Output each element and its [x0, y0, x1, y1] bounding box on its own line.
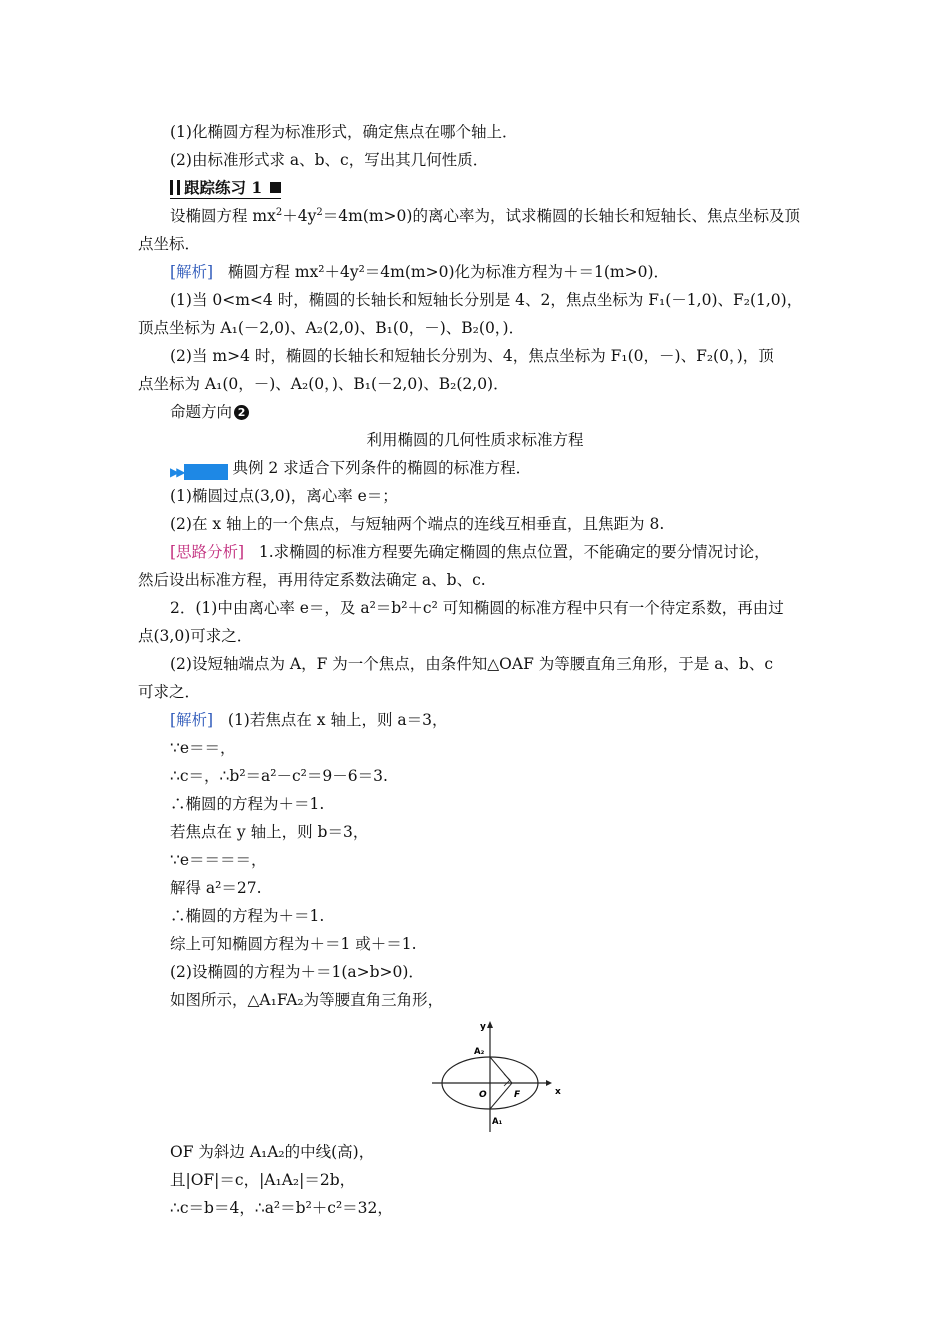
text-line: (1)当 0<m<4 时，椭圆的长轴长和短轴长分别是 4、2，焦点坐标为 F₁(－1,0)、F₂(1,0)， — [170, 291, 803, 309]
text-line: (2)设短轴端点为 A，F 为一个焦点，由条件知△OAF 为等腰直角三角形，于是 a、b、c — [170, 655, 774, 673]
bar-mark-icon — [170, 180, 173, 195]
label-a2: A₂ — [474, 1047, 485, 1057]
bar-mark-icon — [177, 180, 180, 195]
text-line: (2)由标准形式求 a、b、c，写出其几何性质． — [170, 151, 489, 169]
text-line: 设椭圆方程 $mx^2+4y^2=4m(m>0)$的离心率为，试求椭圆的长轴长和短轴长、焦点坐标及顶 — [170, 206, 800, 225]
label-a1: A₁ — [492, 1117, 503, 1127]
label-o: O — [479, 1090, 487, 1100]
text-line: 点坐标． — [138, 235, 201, 253]
y-axis-arrow-icon — [487, 1021, 493, 1028]
text-line: 可求之． — [138, 683, 201, 701]
example-heading: ▶▶ 典例 2 求适合下列条件的椭圆的标准方程． — [170, 458, 850, 482]
text-line: 点坐标为 A₁(0，－)、A₂(0，)、B₁(－2,0)、B₂(2,0)． — [138, 375, 509, 393]
text-line: ∴椭圆的方程为＋＝1. — [170, 907, 325, 925]
label-f: F — [514, 1090, 521, 1100]
text-line: 综上可知椭圆方程为＋＝1 或＋＝1. — [170, 935, 417, 953]
circled-number-icon: 2 — [234, 405, 249, 420]
text-line: 然后设出标准方程，再用待定系数法确定 a、b、c. — [138, 571, 486, 589]
text-line: (2)设椭圆的方程为＋＝1(a>b>0)． — [170, 963, 424, 981]
text-line: 点(3,0)可求之． — [138, 627, 253, 645]
square-mark-icon — [270, 182, 281, 193]
text-line: 解得 a²＝27. — [170, 879, 262, 897]
text-line: 若焦点在 y 轴上，则 b＝3， — [170, 823, 369, 841]
jiexi-tag: [解析] — [170, 263, 214, 281]
example-marker-icon: ▶▶ — [170, 462, 228, 482]
text-line: (2)在 x 轴上的一个焦点，与短轴两个端点的连线互相垂直，且焦距为 8. — [170, 515, 665, 533]
text-line: (1)化椭圆方程为标准形式，确定焦点在哪个轴上． — [170, 123, 518, 141]
text-line: ∴c＝，∴b²＝a²－c²＝9－6＝3. — [170, 767, 388, 785]
text-line: (2)当 m>4 时，椭圆的长轴长和短轴长分别为、4，焦点坐标为 F₁(0，－)、F₂(0，)，顶 — [170, 347, 774, 365]
track-practice-heading — [170, 178, 850, 198]
text-line: ∴c＝b＝4，∴a²＝b²＋c²＝32， — [170, 1199, 393, 1217]
section-title: 利用椭圆的几何性质求标准方程 — [366, 431, 584, 449]
text-line: 且|OF|＝c，|A₁A₂|＝2b， — [170, 1171, 356, 1189]
jiexi-tag: [解析] — [170, 711, 214, 729]
text-line: 顶点坐标为 A₁(－2,0)、A₂(2,0)、B₁(0，－)、B₂(0，)． — [138, 319, 525, 337]
text-line: (1)椭圆过点(3,0)，离心率 e＝； — [170, 487, 398, 505]
track-label: 跟踪练习 1 — [184, 178, 263, 197]
silu-tag: [思路分析] — [170, 543, 245, 561]
ellipse-figure — [432, 1020, 562, 1132]
text-line: ∵e＝＝＝＝， — [170, 851, 267, 869]
label-y: y — [480, 1022, 486, 1032]
text-line: ∵e＝＝， — [170, 739, 236, 757]
text-line: 如图所示，△A₁FA₂为等腰直角三角形， — [170, 991, 444, 1009]
direction-heading: 命题方向 2 — [170, 402, 850, 422]
text-line: OF 为斜边 A₁A₂的中线(高)， — [170, 1143, 375, 1161]
text-line: ∴椭圆的方程为＋＝1. — [170, 795, 325, 813]
text-line: [解析] 椭圆方程 mx²＋4y²＝4m(m>0)化为标准方程为＋＝1(m>0)． — [170, 263, 670, 281]
x-axis-arrow-icon — [546, 1080, 552, 1086]
text-line: 2．(1)中由离心率 e＝，及 a²＝b²＋c² 可知椭圆的标准方程中只有一个待定系数，再由过 — [170, 599, 784, 617]
text-line: [解析] (1)若焦点在 x 轴上，则 a＝3， — [170, 711, 448, 729]
text-line: [思路分析] 1.求椭圆的标准方程要先确定椭圆的焦点位置，不能确定的要分情况讨论， — [170, 543, 770, 561]
label-x: x — [555, 1087, 561, 1097]
